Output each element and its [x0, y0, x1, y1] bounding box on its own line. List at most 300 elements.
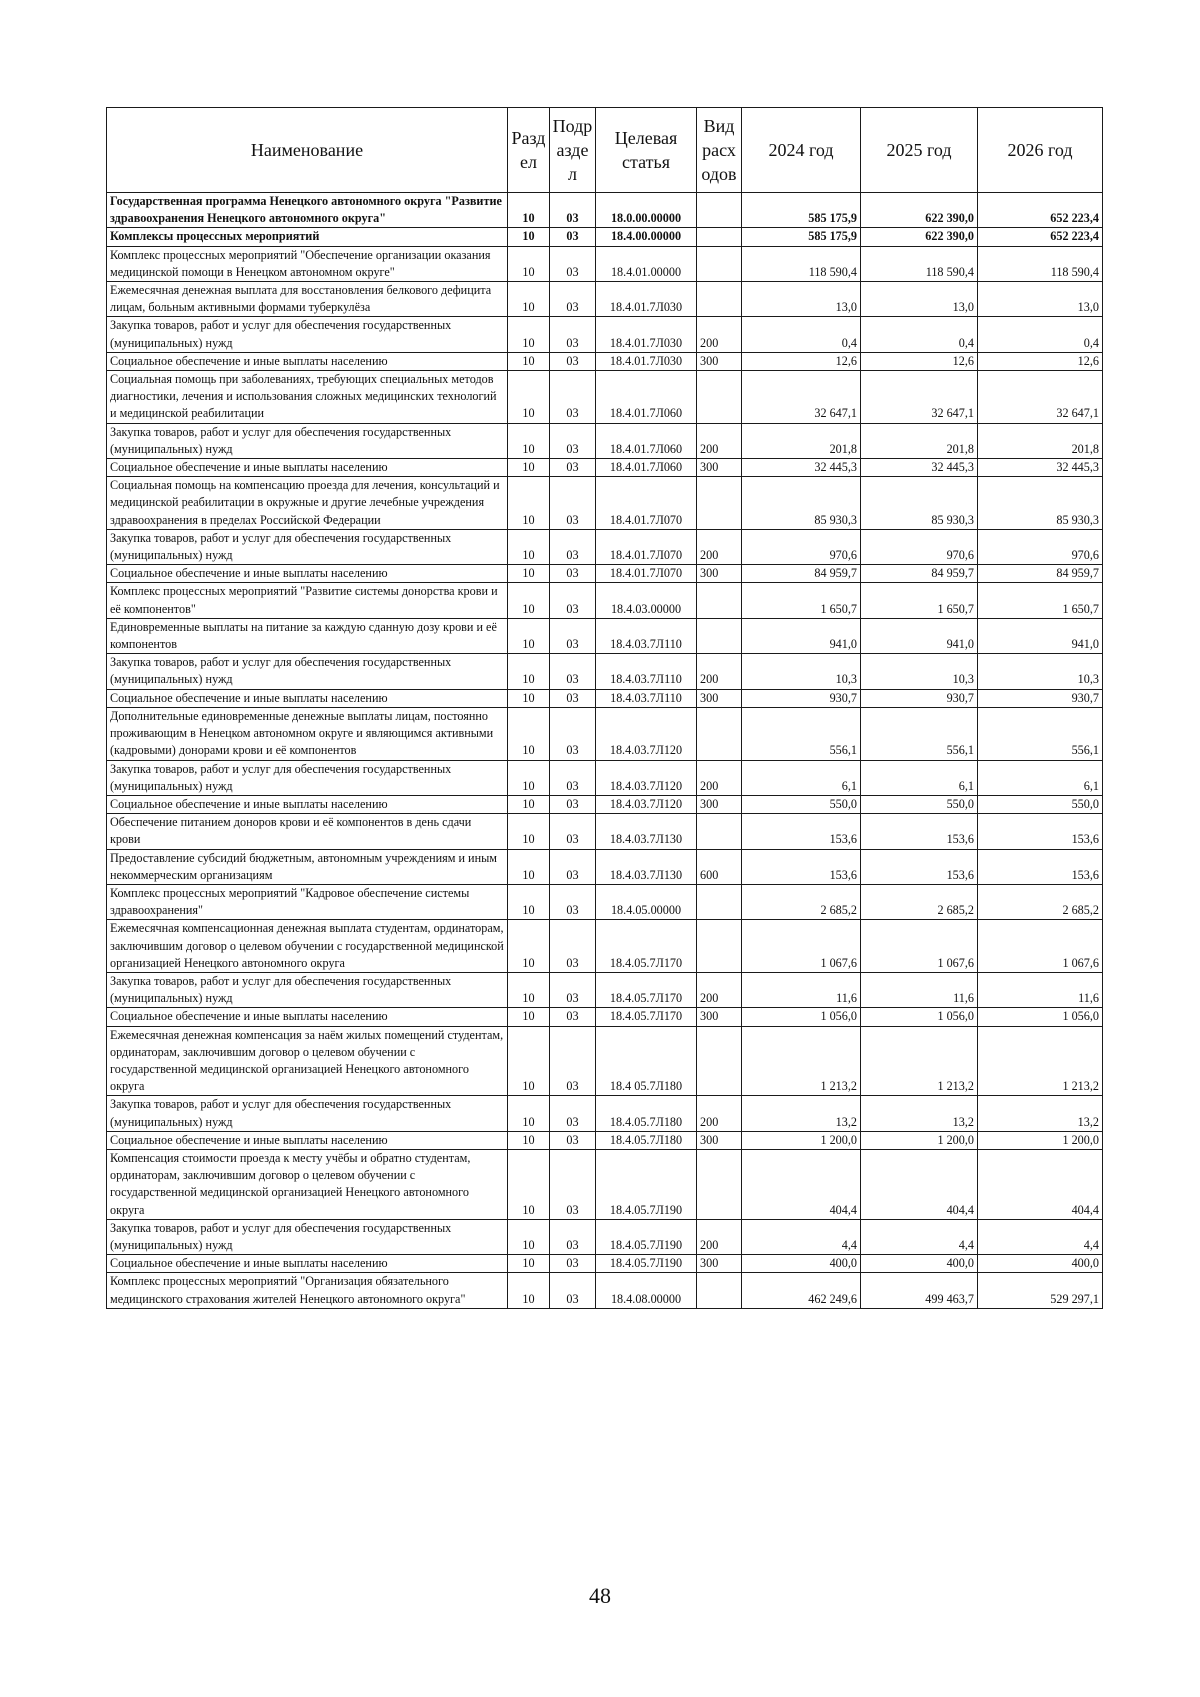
- cell-2026: 1 213,2: [978, 1026, 1103, 1096]
- cell-2026: 13,2: [978, 1096, 1103, 1131]
- table-row: [107, 760, 1103, 795]
- cell-razdel: 10: [508, 1131, 550, 1149]
- cell-2025: 550,0: [861, 795, 978, 813]
- header-podrazdel: Подр азде л: [550, 108, 596, 193]
- cell-2026: 6,1: [978, 760, 1103, 795]
- cell-2024: 13,0: [742, 282, 861, 317]
- cell-target-article: 18.4.01.7Л060: [596, 371, 697, 424]
- table-row: [107, 795, 1103, 813]
- cell-razdel: 10: [508, 814, 550, 849]
- table-row: [107, 423, 1103, 458]
- cell-target-article: 18.4 05.7Л180: [596, 1026, 697, 1096]
- cell-expense-type: 200: [697, 1219, 742, 1254]
- cell-podrazdel: 03: [550, 423, 596, 458]
- cell-razdel: 10: [508, 795, 550, 813]
- cell-name: Комплекс процессных мероприятий "Развитие системы донорства крови и её компонентов": [107, 583, 508, 618]
- cell-target-article: 18.4.01.7Л070: [596, 477, 697, 530]
- cell-razdel: 10: [508, 707, 550, 760]
- cell-razdel: 10: [508, 1219, 550, 1254]
- cell-expense-type: 200: [697, 654, 742, 689]
- cell-2025: 1 067,6: [861, 920, 978, 973]
- cell-expense-type: 200: [697, 1096, 742, 1131]
- cell-expense-type: 300: [697, 795, 742, 813]
- cell-2026: 12,6: [978, 352, 1103, 370]
- cell-expense-type: 300: [697, 352, 742, 370]
- cell-target-article: 18.4.01.00000: [596, 246, 697, 281]
- cell-2025: 11,6: [861, 972, 978, 1007]
- table-row: [107, 814, 1103, 849]
- cell-target-article: 18.4.03.7Л110: [596, 689, 697, 707]
- cell-razdel: 10: [508, 529, 550, 564]
- cell-razdel: 10: [508, 618, 550, 653]
- cell-2025: 118 590,4: [861, 246, 978, 281]
- cell-2024: 941,0: [742, 618, 861, 653]
- cell-podrazdel: 03: [550, 246, 596, 281]
- table-body: [107, 193, 1103, 1309]
- cell-razdel: 10: [508, 583, 550, 618]
- header-year-2024: 2024 год: [742, 108, 861, 193]
- cell-expense-type: 200: [697, 972, 742, 1007]
- budget-table: [106, 107, 1103, 1309]
- cell-2025: 1 056,0: [861, 1008, 978, 1026]
- cell-razdel: 10: [508, 920, 550, 973]
- cell-razdel: 10: [508, 1255, 550, 1273]
- cell-podrazdel: 03: [550, 1131, 596, 1149]
- cell-2024: 585 175,9: [742, 228, 861, 246]
- table-row: [107, 1273, 1103, 1308]
- cell-2025: 84 959,7: [861, 565, 978, 583]
- cell-2026: 10,3: [978, 654, 1103, 689]
- cell-2024: 404,4: [742, 1149, 861, 1219]
- cell-razdel: 10: [508, 972, 550, 1007]
- cell-2024: 585 175,9: [742, 193, 861, 228]
- cell-2024: 400,0: [742, 1255, 861, 1273]
- cell-target-article: 18.4.05.7Л170: [596, 920, 697, 973]
- cell-podrazdel: 03: [550, 814, 596, 849]
- table-row: [107, 849, 1103, 884]
- table-row: [107, 689, 1103, 707]
- cell-2024: 1 213,2: [742, 1026, 861, 1096]
- cell-2026: 0,4: [978, 317, 1103, 352]
- cell-2026: 970,6: [978, 529, 1103, 564]
- cell-expense-type: [697, 371, 742, 424]
- cell-target-article: 18.4.05.7Л190: [596, 1255, 697, 1273]
- cell-2025: 404,4: [861, 1149, 978, 1219]
- cell-razdel: 10: [508, 760, 550, 795]
- cell-2026: 1 056,0: [978, 1008, 1103, 1026]
- cell-target-article: 18.4.01.7Л060: [596, 459, 697, 477]
- cell-2025: 201,8: [861, 423, 978, 458]
- cell-2024: 1 200,0: [742, 1131, 861, 1149]
- cell-podrazdel: 03: [550, 760, 596, 795]
- cell-expense-type: 200: [697, 760, 742, 795]
- cell-podrazdel: 03: [550, 1026, 596, 1096]
- cell-2025: 622 390,0: [861, 193, 978, 228]
- cell-podrazdel: 03: [550, 1255, 596, 1273]
- cell-name: Государственная программа Ненецкого автономного округа "Развитие здравоохранения Ненецкого автономного округа": [107, 193, 508, 228]
- table-row: [107, 193, 1103, 228]
- cell-2025: 400,0: [861, 1255, 978, 1273]
- cell-target-article: 18.4.03.7Л130: [596, 814, 697, 849]
- cell-name: Социальная помощь на компенсацию проезда для лечения, консультаций и медицинской реабилитации в окружные и другие лечебные учреждения здравоохранения в пределах Российской Федерации: [107, 477, 508, 530]
- cell-razdel: 10: [508, 654, 550, 689]
- cell-name: Социальное обеспечение и иные выплаты населению: [107, 795, 508, 813]
- cell-2025: 1 200,0: [861, 1131, 978, 1149]
- cell-expense-type: 200: [697, 529, 742, 564]
- cell-name: Дополнительные единовременные денежные выплаты лицам, постоянно проживающим в Ненецком автономном округе и являющимся активными (кадровыми) донорами крови и её компонентов: [107, 707, 508, 760]
- cell-name: Ежемесячная денежная компенсация за наём жилых помещений студентам, ординаторам, заключившим договор о целевом обучении с государственной медицинской организацией Ненецкого автономного округа: [107, 1026, 508, 1096]
- cell-expense-type: 600: [697, 849, 742, 884]
- cell-name: Закупка товаров, работ и услуг для обеспечения государственных (муниципальных) нужд: [107, 423, 508, 458]
- cell-2024: 84 959,7: [742, 565, 861, 583]
- cell-expense-type: 300: [697, 1131, 742, 1149]
- cell-2026: 118 590,4: [978, 246, 1103, 281]
- cell-expense-type: [697, 193, 742, 228]
- cell-expense-type: 300: [697, 459, 742, 477]
- cell-target-article: 18.4.05.00000: [596, 884, 697, 919]
- cell-2024: 153,6: [742, 849, 861, 884]
- cell-podrazdel: 03: [550, 583, 596, 618]
- header-razdel: Разд ел: [508, 108, 550, 193]
- cell-name: Комплекс процессных мероприятий "Организация обязательного медицинского страхования жителей Ненецкого автономного округа": [107, 1273, 508, 1308]
- cell-name: Единовременные выплаты на питание за каждую сданную дозу крови и её компонентов: [107, 618, 508, 653]
- cell-name: Закупка товаров, работ и услуг для обеспечения государственных (муниципальных) нужд: [107, 1219, 508, 1254]
- cell-razdel: 10: [508, 689, 550, 707]
- cell-podrazdel: 03: [550, 371, 596, 424]
- cell-2026: 201,8: [978, 423, 1103, 458]
- cell-2025: 970,6: [861, 529, 978, 564]
- cell-target-article: 18.4.01.7Л030: [596, 282, 697, 317]
- cell-2024: 12,6: [742, 352, 861, 370]
- cell-2026: 153,6: [978, 849, 1103, 884]
- cell-name: Предоставление субсидий бюджетным, автономным учреждениям и иным некоммерческим организациям: [107, 849, 508, 884]
- table-row: [107, 459, 1103, 477]
- cell-podrazdel: 03: [550, 972, 596, 1007]
- cell-2024: 153,6: [742, 814, 861, 849]
- header-year-2026: 2026 год: [978, 108, 1103, 193]
- cell-razdel: 10: [508, 849, 550, 884]
- cell-2026: 11,6: [978, 972, 1103, 1007]
- cell-2025: 153,6: [861, 849, 978, 884]
- cell-2025: 4,4: [861, 1219, 978, 1254]
- cell-target-article: 18.4.01.7Л070: [596, 565, 697, 583]
- table-row: [107, 1255, 1103, 1273]
- cell-2024: 462 249,6: [742, 1273, 861, 1308]
- cell-name: Закупка товаров, работ и услуг для обеспечения государственных (муниципальных) нужд: [107, 317, 508, 352]
- table-row: [107, 282, 1103, 317]
- table-row: [107, 529, 1103, 564]
- cell-2025: 12,6: [861, 352, 978, 370]
- cell-expense-type: [697, 920, 742, 973]
- cell-2026: 652 223,4: [978, 193, 1103, 228]
- cell-podrazdel: 03: [550, 654, 596, 689]
- cell-podrazdel: 03: [550, 477, 596, 530]
- header-name: Наименование: [107, 108, 508, 193]
- table-row: [107, 246, 1103, 281]
- cell-expense-type: [697, 477, 742, 530]
- header-target-article: Целевая статья: [596, 108, 697, 193]
- cell-razdel: 10: [508, 317, 550, 352]
- cell-podrazdel: 03: [550, 282, 596, 317]
- cell-expense-type: [697, 1273, 742, 1308]
- cell-expense-type: 300: [697, 565, 742, 583]
- cell-2026: 153,6: [978, 814, 1103, 849]
- cell-2026: 941,0: [978, 618, 1103, 653]
- cell-name: Социальное обеспечение и иные выплаты населению: [107, 352, 508, 370]
- cell-name: Комплекс процессных мероприятий "Обеспечение организации оказания медицинской помощи в Ненецком автономном округе": [107, 246, 508, 281]
- cell-razdel: 10: [508, 193, 550, 228]
- cell-name: Закупка товаров, работ и услуг для обеспечения государственных (муниципальных) нужд: [107, 972, 508, 1007]
- cell-2024: 13,2: [742, 1096, 861, 1131]
- cell-2024: 550,0: [742, 795, 861, 813]
- cell-podrazdel: 03: [550, 707, 596, 760]
- table-row: [107, 1149, 1103, 1219]
- cell-expense-type: [697, 814, 742, 849]
- cell-target-article: 18.4.08.00000: [596, 1273, 697, 1308]
- cell-2024: 970,6: [742, 529, 861, 564]
- cell-2026: 1 067,6: [978, 920, 1103, 973]
- cell-razdel: 10: [508, 477, 550, 530]
- cell-podrazdel: 03: [550, 884, 596, 919]
- cell-2026: 4,4: [978, 1219, 1103, 1254]
- cell-name: Закупка товаров, работ и услуг для обеспечения государственных (муниципальных) нужд: [107, 760, 508, 795]
- cell-podrazdel: 03: [550, 795, 596, 813]
- cell-expense-type: 200: [697, 317, 742, 352]
- cell-razdel: 10: [508, 1273, 550, 1308]
- table-row: [107, 1131, 1103, 1149]
- cell-podrazdel: 03: [550, 689, 596, 707]
- cell-razdel: 10: [508, 459, 550, 477]
- table-row: [107, 477, 1103, 530]
- cell-podrazdel: 03: [550, 529, 596, 564]
- cell-2025: 622 390,0: [861, 228, 978, 246]
- cell-name: Социальное обеспечение и иные выплаты населению: [107, 689, 508, 707]
- cell-target-article: 18.4.05.7Л180: [596, 1096, 697, 1131]
- cell-2024: 32 647,1: [742, 371, 861, 424]
- cell-2024: 930,7: [742, 689, 861, 707]
- cell-name: Компенсация стоимости проезда к месту учёбы и обратно студентам, ординаторам, заключившим договор о целевом обучении с государственной медицинской организацией Ненецкого автономного округа: [107, 1149, 508, 1219]
- cell-expense-type: 200: [697, 423, 742, 458]
- cell-2026: 652 223,4: [978, 228, 1103, 246]
- cell-expense-type: [697, 246, 742, 281]
- cell-target-article: 18.4.05.7Л190: [596, 1149, 697, 1219]
- cell-target-article: 18.4.03.7Л120: [596, 707, 697, 760]
- cell-2025: 0,4: [861, 317, 978, 352]
- cell-2024: 32 445,3: [742, 459, 861, 477]
- cell-target-article: 18.0.00.00000: [596, 193, 697, 228]
- cell-podrazdel: 03: [550, 1149, 596, 1219]
- cell-target-article: 18.4.01.7Л060: [596, 423, 697, 458]
- cell-2025: 2 685,2: [861, 884, 978, 919]
- cell-name: Комплексы процессных мероприятий: [107, 228, 508, 246]
- cell-target-article: 18.4.05.7Л170: [596, 972, 697, 1007]
- cell-2025: 32 647,1: [861, 371, 978, 424]
- cell-podrazdel: 03: [550, 1219, 596, 1254]
- cell-2026: 1 650,7: [978, 583, 1103, 618]
- table-row: [107, 920, 1103, 973]
- cell-2024: 0,4: [742, 317, 861, 352]
- table-row: [107, 1096, 1103, 1131]
- table-row: [107, 565, 1103, 583]
- page-number: 48: [589, 1583, 611, 1608]
- cell-razdel: 10: [508, 246, 550, 281]
- cell-razdel: 10: [508, 884, 550, 919]
- table-header-row: [107, 108, 1103, 193]
- cell-expense-type: [697, 583, 742, 618]
- cell-expense-type: [697, 1149, 742, 1219]
- cell-razdel: 10: [508, 565, 550, 583]
- cell-podrazdel: 03: [550, 317, 596, 352]
- cell-target-article: 18.4.05.7Л180: [596, 1131, 697, 1149]
- cell-2025: 1 650,7: [861, 583, 978, 618]
- cell-podrazdel: 03: [550, 228, 596, 246]
- cell-name: Комплекс процессных мероприятий "Кадровое обеспечение системы здравоохранения": [107, 884, 508, 919]
- cell-2026: 404,4: [978, 1149, 1103, 1219]
- table-row: [107, 352, 1103, 370]
- table-row: [107, 1026, 1103, 1096]
- cell-2026: 930,7: [978, 689, 1103, 707]
- cell-2024: 11,6: [742, 972, 861, 1007]
- cell-2024: 1 056,0: [742, 1008, 861, 1026]
- cell-podrazdel: 03: [550, 920, 596, 973]
- cell-podrazdel: 03: [550, 459, 596, 477]
- cell-2024: 85 930,3: [742, 477, 861, 530]
- table-row: [107, 371, 1103, 424]
- cell-2025: 32 445,3: [861, 459, 978, 477]
- cell-2024: 4,4: [742, 1219, 861, 1254]
- table-row: [107, 884, 1103, 919]
- cell-2026: 32 445,3: [978, 459, 1103, 477]
- cell-2026: 13,0: [978, 282, 1103, 317]
- cell-razdel: 10: [508, 371, 550, 424]
- cell-podrazdel: 03: [550, 618, 596, 653]
- cell-expense-type: [697, 1026, 742, 1096]
- cell-podrazdel: 03: [550, 1096, 596, 1131]
- cell-target-article: 18.4.03.7Л120: [596, 795, 697, 813]
- cell-2025: 499 463,7: [861, 1273, 978, 1308]
- cell-expense-type: 300: [697, 689, 742, 707]
- cell-name: Социальная помощь при заболеваниях, требующих специальных методов диагностики, лечения и использования сложных медицинских технологий и медицинской реабилитации: [107, 371, 508, 424]
- cell-razdel: 10: [508, 1096, 550, 1131]
- cell-2026: 85 930,3: [978, 477, 1103, 530]
- cell-name: Социальное обеспечение и иные выплаты населению: [107, 1255, 508, 1273]
- table-row: [107, 317, 1103, 352]
- cell-target-article: 18.4.01.7Л070: [596, 529, 697, 564]
- cell-name: Ежемесячная компенсационная денежная выплата студентам, ординаторам, заключившим договор о целевом обучении с государственной медицинской организацией Ненецкого автономного округа: [107, 920, 508, 973]
- cell-razdel: 10: [508, 1008, 550, 1026]
- table-row: [107, 654, 1103, 689]
- cell-2026: 1 200,0: [978, 1131, 1103, 1149]
- cell-target-article: 18.4.03.7Л120: [596, 760, 697, 795]
- cell-expense-type: [697, 884, 742, 919]
- cell-razdel: 10: [508, 423, 550, 458]
- table-row: [107, 228, 1103, 246]
- cell-2025: 13,2: [861, 1096, 978, 1131]
- cell-expense-type: 300: [697, 1008, 742, 1026]
- cell-target-article: 18.4.01.7Л030: [596, 352, 697, 370]
- cell-2026: 556,1: [978, 707, 1103, 760]
- cell-2026: 84 959,7: [978, 565, 1103, 583]
- table-row: [107, 972, 1103, 1007]
- cell-name: Социальное обеспечение и иные выплаты населению: [107, 459, 508, 477]
- cell-expense-type: [697, 618, 742, 653]
- cell-2025: 6,1: [861, 760, 978, 795]
- cell-razdel: 10: [508, 282, 550, 317]
- cell-2024: 556,1: [742, 707, 861, 760]
- cell-target-article: 18.4.01.7Л030: [596, 317, 697, 352]
- cell-name: Социальное обеспечение и иные выплаты населению: [107, 1131, 508, 1149]
- cell-target-article: 18.4.05.7Л190: [596, 1219, 697, 1254]
- cell-expense-type: 300: [697, 1255, 742, 1273]
- cell-name: Социальное обеспечение и иные выплаты населению: [107, 1008, 508, 1026]
- table-row: [107, 1008, 1103, 1026]
- cell-2026: 529 297,1: [978, 1273, 1103, 1308]
- cell-razdel: 10: [508, 1149, 550, 1219]
- cell-expense-type: [697, 707, 742, 760]
- cell-name: Социальное обеспечение и иные выплаты населению: [107, 565, 508, 583]
- cell-2025: 153,6: [861, 814, 978, 849]
- cell-2025: 13,0: [861, 282, 978, 317]
- cell-target-article: 18.4.05.7Л170: [596, 1008, 697, 1026]
- cell-2024: 1 650,7: [742, 583, 861, 618]
- cell-2024: 1 067,6: [742, 920, 861, 973]
- cell-2026: 550,0: [978, 795, 1103, 813]
- cell-2025: 556,1: [861, 707, 978, 760]
- cell-expense-type: [697, 282, 742, 317]
- cell-target-article: 18.4.03.7Л130: [596, 849, 697, 884]
- cell-2026: 400,0: [978, 1255, 1103, 1273]
- cell-target-article: 18.4.03.7Л110: [596, 654, 697, 689]
- cell-name: Закупка товаров, работ и услуг для обеспечения государственных (муниципальных) нужд: [107, 654, 508, 689]
- table-row: [107, 583, 1103, 618]
- header-year-2025: 2025 год: [861, 108, 978, 193]
- cell-2024: 2 685,2: [742, 884, 861, 919]
- cell-expense-type: [697, 228, 742, 246]
- cell-2025: 1 213,2: [861, 1026, 978, 1096]
- cell-target-article: 18.4.00.00000: [596, 228, 697, 246]
- cell-target-article: 18.4.03.7Л110: [596, 618, 697, 653]
- cell-razdel: 10: [508, 228, 550, 246]
- cell-2026: 2 685,2: [978, 884, 1103, 919]
- cell-podrazdel: 03: [550, 352, 596, 370]
- cell-2026: 32 647,1: [978, 371, 1103, 424]
- cell-2024: 118 590,4: [742, 246, 861, 281]
- cell-podrazdel: 03: [550, 849, 596, 884]
- cell-name: Закупка товаров, работ и услуг для обеспечения государственных (муниципальных) нужд: [107, 529, 508, 564]
- cell-target-article: 18.4.03.00000: [596, 583, 697, 618]
- table-row: [107, 707, 1103, 760]
- table-row: [107, 618, 1103, 653]
- cell-2025: 930,7: [861, 689, 978, 707]
- cell-razdel: 10: [508, 352, 550, 370]
- table-row: [107, 1219, 1103, 1254]
- cell-podrazdel: 03: [550, 193, 596, 228]
- cell-2025: 941,0: [861, 618, 978, 653]
- header-expense-type: Вид расх одов: [697, 108, 742, 193]
- cell-2024: 6,1: [742, 760, 861, 795]
- cell-2024: 10,3: [742, 654, 861, 689]
- cell-2025: 10,3: [861, 654, 978, 689]
- cell-podrazdel: 03: [550, 565, 596, 583]
- cell-podrazdel: 03: [550, 1273, 596, 1308]
- cell-razdel: 10: [508, 1026, 550, 1096]
- cell-name: Ежемесячная денежная выплата для восстановления белкового дефицита лицам, больным активными формами туберкулёза: [107, 282, 508, 317]
- cell-2024: 201,8: [742, 423, 861, 458]
- cell-name: Закупка товаров, работ и услуг для обеспечения государственных (муниципальных) нужд: [107, 1096, 508, 1131]
- cell-name: Обеспечение питанием доноров крови и её компонентов в день сдачи крови: [107, 814, 508, 849]
- cell-podrazdel: 03: [550, 1008, 596, 1026]
- cell-2025: 85 930,3: [861, 477, 978, 530]
